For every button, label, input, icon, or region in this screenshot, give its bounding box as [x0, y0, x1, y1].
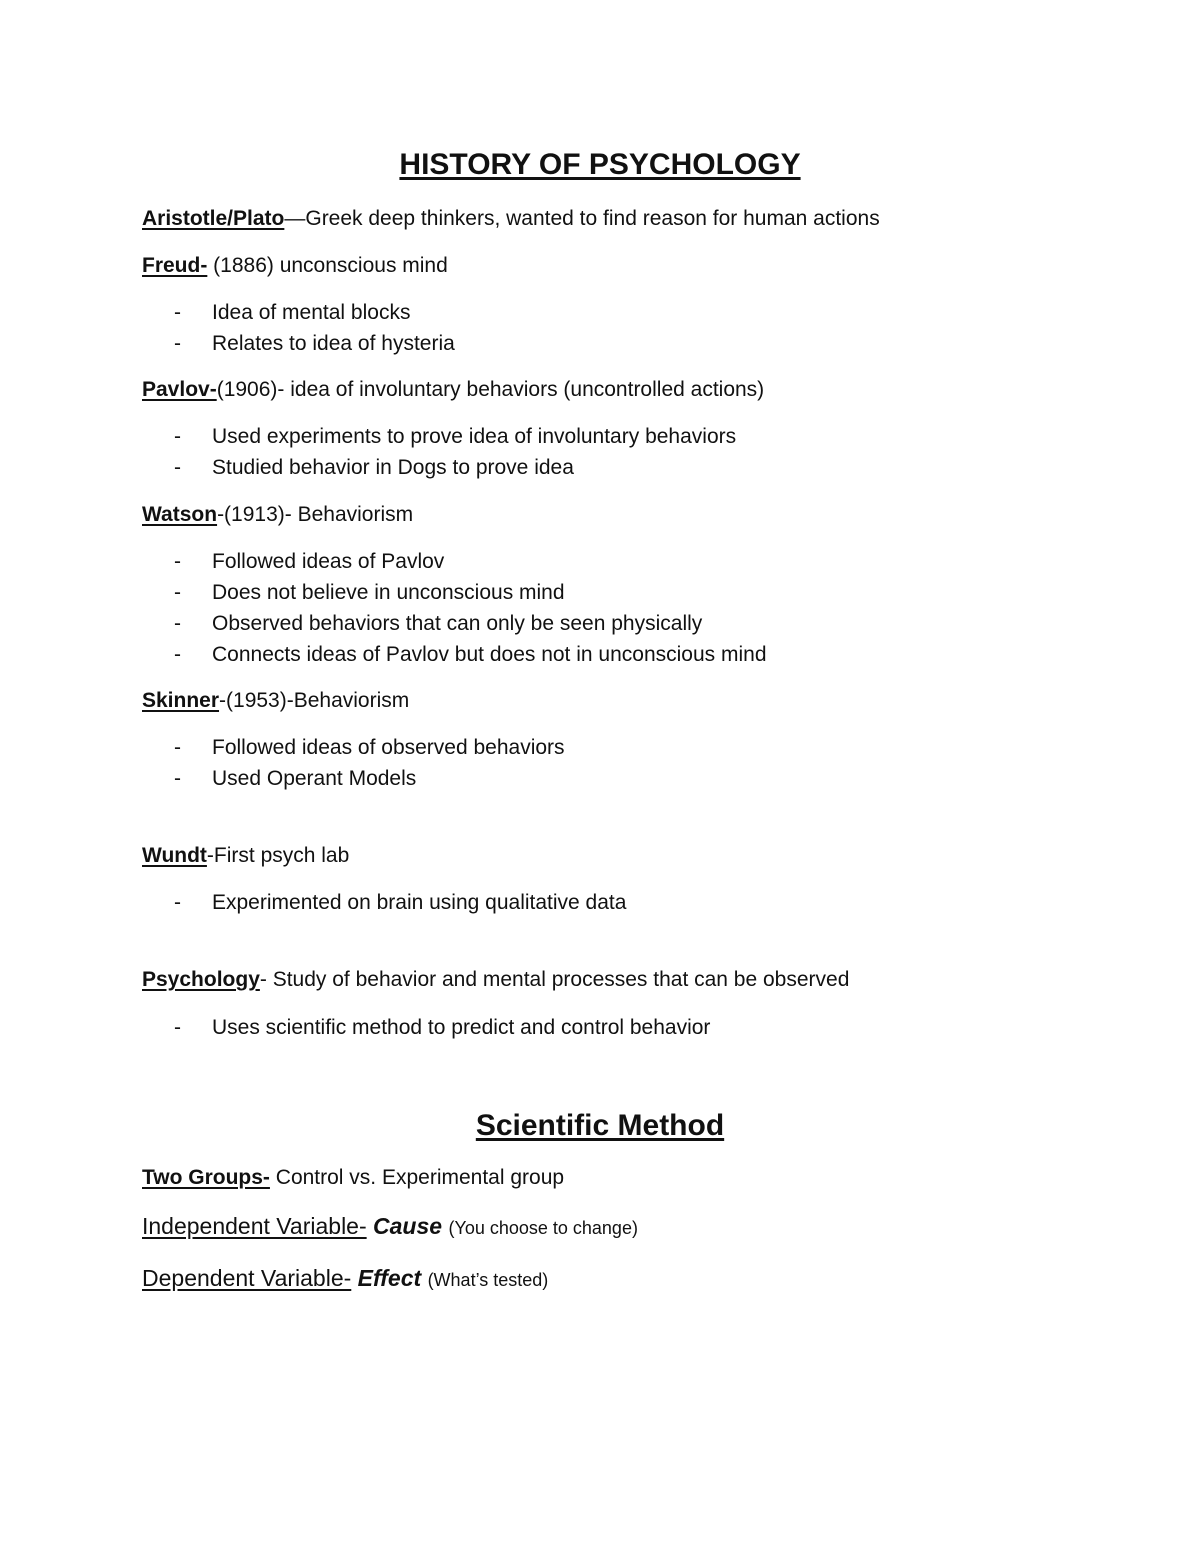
- entry-term: Skinner: [142, 689, 220, 712]
- dependent-variable-note: (What’s tested): [427, 1270, 549, 1290]
- independent-variable-label: Independent Variable-: [142, 1213, 367, 1239]
- entry-wundt: [142, 845, 349, 866]
- entry-term: Freud-: [142, 254, 208, 277]
- entry-aristotle-plato: [142, 208, 880, 229]
- bullet-marker: -: [174, 767, 181, 790]
- list-item: [174, 613, 702, 634]
- list-item-text: Does not believe in unconscious mind: [212, 581, 565, 604]
- entry-skinner: [142, 690, 409, 711]
- list-item: [174, 644, 767, 665]
- list-item-text: Observed behaviors that can only be seen physically: [212, 612, 703, 635]
- list-item-text: Studied behavior in Dogs to prove idea: [212, 456, 574, 479]
- list-item: [174, 551, 444, 572]
- section-title: Scientific Method: [475, 1109, 725, 1142]
- entry-freud: [142, 255, 448, 276]
- bullet-marker: -: [174, 1016, 181, 1039]
- list-item: [174, 1017, 710, 1038]
- entry-text: - Study of behavior and mental processes that can be observed: [259, 968, 850, 991]
- list-item-text: Idea of mental blocks: [212, 301, 411, 324]
- list-item-text: Uses scientific method to predict and control behavior: [212, 1016, 711, 1039]
- entry-text: (1886) unconscious mind: [207, 254, 448, 277]
- list-item: [174, 737, 565, 758]
- list-item: [174, 426, 736, 447]
- entry-text: -(1913)- Behaviorism: [217, 503, 414, 526]
- entry-text: Control vs. Experimental group: [269, 1166, 565, 1189]
- independent-variable-line: [142, 1215, 638, 1238]
- bullet-marker: -: [174, 581, 181, 604]
- entry-term: Psychology: [142, 968, 260, 991]
- entry-text: (1906)- idea of involuntary behaviors (uncontrolled actions): [216, 378, 765, 401]
- page-title: HISTORY OF PSYCHOLOGY: [399, 148, 801, 181]
- list-item-text: Followed ideas of Pavlov: [212, 550, 445, 573]
- list-item-text: Connects ideas of Pavlov but does not in unconscious mind: [212, 643, 767, 666]
- dependent-variable-line: [142, 1267, 548, 1290]
- list-item-text: Used experiments to prove idea of involuntary behaviors: [212, 425, 737, 448]
- list-item: [174, 333, 455, 354]
- bullet-marker: -: [174, 332, 181, 355]
- entry-separator: —: [284, 207, 306, 230]
- independent-variable-emphasis: Cause: [373, 1213, 443, 1239]
- entry-term: Pavlov-: [142, 378, 217, 401]
- bullet-marker: -: [174, 643, 181, 666]
- bullet-marker: -: [174, 456, 181, 479]
- dependent-variable-label: Dependent Variable-: [142, 1265, 352, 1291]
- list-item-text: Relates to idea of hysteria: [212, 332, 455, 355]
- entry-text: Greek deep thinkers, wanted to find reason for human actions: [305, 207, 880, 230]
- entry-watson: [142, 504, 413, 525]
- entry-term: Aristotle/Plato: [142, 207, 285, 230]
- bullet-marker: -: [174, 736, 181, 759]
- entry-text: -First psych lab: [206, 844, 350, 867]
- bullet-marker: -: [174, 891, 181, 914]
- list-item-text: Followed ideas of observed behaviors: [212, 736, 565, 759]
- bullet-marker: -: [174, 301, 181, 324]
- entry-term: Watson: [142, 503, 218, 526]
- entry-text: -(1953)-Behaviorism: [219, 689, 410, 712]
- independent-variable-note: (You choose to change): [448, 1218, 638, 1238]
- bullet-marker: -: [174, 550, 181, 573]
- bullet-marker: -: [174, 612, 181, 635]
- list-item-text: Experimented on brain using qualitative data: [212, 891, 627, 914]
- list-item: [174, 302, 410, 323]
- list-item-text: Used Operant Models: [212, 767, 417, 790]
- entry-two-groups: [142, 1167, 564, 1188]
- list-item: [174, 582, 565, 603]
- list-item: [174, 892, 626, 913]
- bullet-marker: -: [174, 425, 181, 448]
- entry-term: Wundt: [142, 844, 207, 867]
- entry-psychology: [142, 969, 849, 990]
- dependent-variable-emphasis: Effect: [357, 1265, 422, 1291]
- list-item: [174, 768, 416, 789]
- entry-term: Two Groups-: [142, 1166, 270, 1189]
- list-item: [174, 457, 574, 478]
- entry-pavlov: [142, 379, 764, 400]
